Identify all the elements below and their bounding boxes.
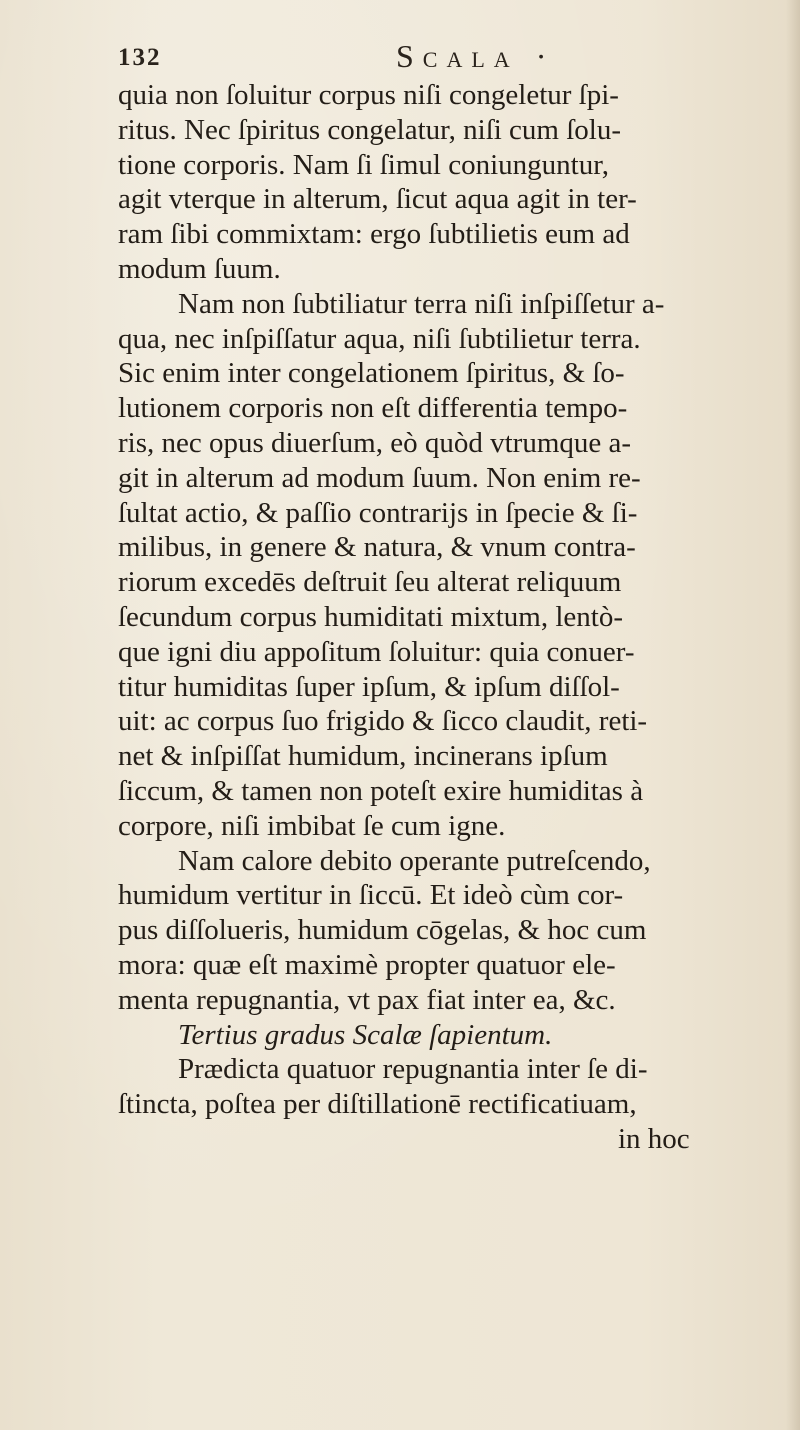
catchword: in hoc (618, 1122, 690, 1155)
paragraph-start-line: Prædicta quatuor repugnantia inter ſe di- (178, 1053, 648, 1086)
text-line: menta repugnantia, vt pax fiat inter ea, &c. (118, 983, 616, 1016)
paragraph-start-line: Nam calore debito operante putreſcendo, (178, 844, 651, 877)
text-line: ris, nec opus diuerſum, eò quòd vtrumque a- (118, 426, 632, 459)
text-line: net & inſpiſſat humidum, incinerans ipſum (118, 740, 608, 773)
text-line: riorum excedēs deſtruit ſeu alterat reliquum (118, 566, 622, 599)
page-number: 132 (118, 44, 162, 71)
text-line: ſtincta, poſtea per diſtillationē rectificatiuam, (118, 1088, 637, 1121)
text-line: milibus, in genere & natura, & vnum contra- (118, 531, 636, 564)
section-heading: Tertius gradus Scalæ ſapientum. (178, 1018, 553, 1051)
text-line: corpore, niſi imbibat ſe cum igne. (118, 809, 506, 842)
page-header (118, 38, 618, 82)
text-line: tione corporis. Nam ſi ſimul coniunguntur, (118, 148, 609, 181)
text-line: agit vterque in alterum, ſicut aqua agit in ter- (118, 183, 637, 216)
text-line: humidum vertitur in ſiccū. Et ideò cùm cor- (118, 879, 624, 912)
text-line: git in alterum ad modum ſuum. Non enim re- (118, 461, 641, 494)
paragraph-start-line: Nam non ſubtiliatur terra niſi inſpiſſetur a- (178, 287, 665, 320)
text-line: Sic enim inter congelationem ſpiritus, & ſo- (118, 357, 625, 390)
text-line: titur humiditas ſuper ipſum, & ipſum diſſol- (118, 670, 620, 703)
text-line: ſultat actio, & paſſio contrarijs in ſpecie & ſi- (118, 496, 638, 529)
body-text (118, 78, 800, 1157)
text-line: uit: ac corpus ſuo frigido & ſicco claudit, reti- (118, 705, 648, 738)
text-line: quia non ſoluitur corpus niſi congeletur ſpi- (118, 79, 619, 111)
text-line: ſiccum, & tamen non poteſt exire humiditas à (118, 774, 644, 807)
text-line: pus diſſolueris, humidum cōgelas, & hoc cum (118, 914, 647, 947)
text-line: ram ſibi commixtam: ergo ſubtilietis eum ad (118, 218, 630, 251)
text-line: mora: quæ eſt maximè propter quatuor ele- (118, 948, 616, 981)
text-line: que igni diu appoſitum ſoluitur: quia conuer- (118, 635, 635, 668)
running-head-separator: · (535, 38, 556, 74)
text-line: ſecundum corpus humiditati mixtum, lentò- (118, 600, 624, 633)
text-line: modum ſuum. (118, 252, 281, 285)
running-head-title: Scala (396, 38, 519, 74)
text-line: ritus. Nec ſpiritus congelatur, niſi cum ſolu- (118, 113, 622, 146)
running-head (396, 38, 555, 75)
text-line: qua, nec inſpiſſatur aqua, niſi ſubtilietur terra. (118, 322, 641, 355)
text-line: lutionem corporis non eſt differentia tempo- (118, 392, 628, 425)
